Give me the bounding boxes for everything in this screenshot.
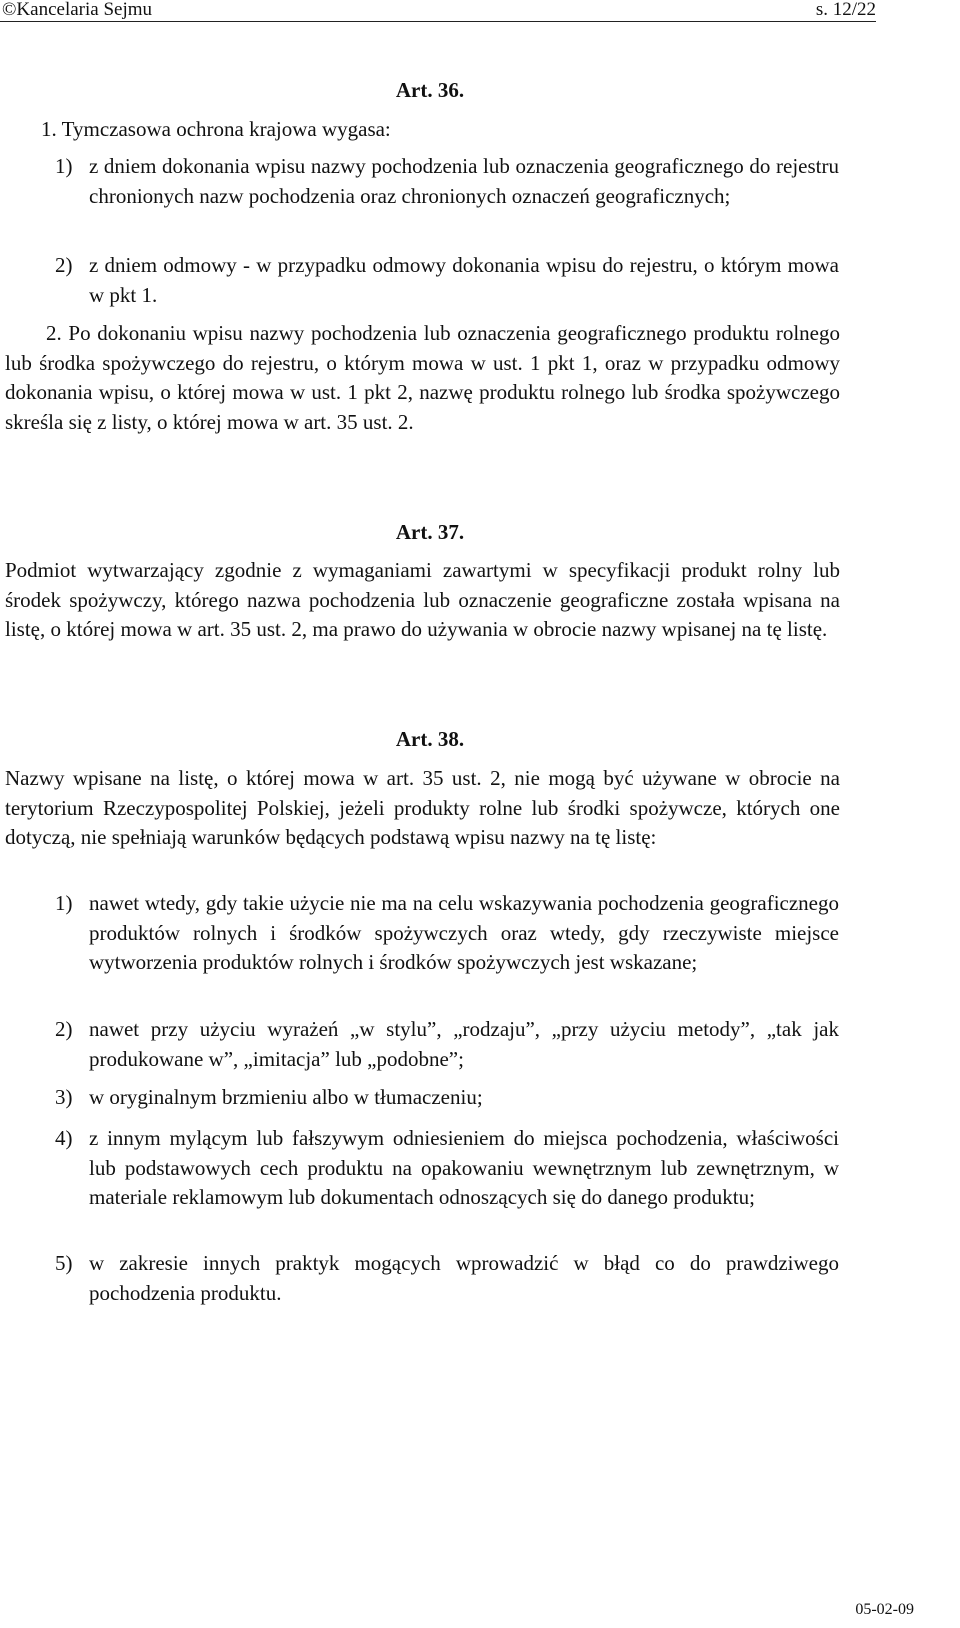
art-38-title: Art. 38. — [395, 727, 465, 751]
item-text: nawet wtedy, gdy takie użycie nie ma na celu wskazywania pochodzenia geograficznego produktów rolnych i środków spożywczych oraz wtedy, gdy rzeczywiste miejsce wytworzenia produktów rolnych i środków spożywczych jest wskazane; — [89, 891, 839, 975]
art-37-text: Podmiot wytwarzający zgodnie z wymaganiami zawartymi w specyfikacji produkt rolny lub środek spożywczy, którego nazwa pochodzenia lub oznaczenie geograficzne została wpisana na listę, o której mowa w art. 35 ust. 2, ma prawo do używania w obrocie nazwy wpisanej na tę listę. — [5, 558, 840, 642]
art-38-item-2 — [55, 1015, 839, 1074]
header-divider — [0, 21, 876, 22]
art-36-ust-2: 2. Po dokonaniu wpisu nazwy pochodzenia lub oznaczenia geograficznego produktu rolnego lub środka spożywczego do rejestru, o którym mowa w ust. 1 pkt 1, oraz w przypadku odmowy dokonania wpisu, o której mowa w ust. 1 pkt 2, nazwę produktu rolnego lub środka spożywczego skreśla się z listy, o której mowa w art. 35 ust. 2. — [5, 321, 840, 434]
header-copyright: ©Kancelaria Sejmu — [2, 0, 153, 20]
art-36-item-1 — [55, 152, 839, 211]
art-38-intro: Nazwy wpisane na listę, o której mowa w art. 35 ust. 2, nie mogą być używane w obrocie na terytorium Rzeczypospolitej Polskiej, jeżeli produkty rolne lub środki spożywcze, których one dotyczą, nie spełniają warunków będących podstawą wpisu nazwy na tę listę: — [5, 766, 840, 850]
art-36-title: Art. 36. — [395, 78, 465, 102]
item-text: z dniem dokonania wpisu nazwy pochodzenia lub oznaczenia geograficznego do rejestru chronionych nazw pochodzenia oraz chronionych oznaczeń geograficznych; — [89, 154, 839, 208]
item-number: 4) — [55, 1126, 73, 1150]
item-text: nawet przy użyciu wyrażeń „w stylu”, „rodzaju”, „przy użyciu metody”, „tak jak produkowane w”, „imitacja” lub „podobne”; — [89, 1017, 839, 1071]
item-number: 3) — [55, 1085, 73, 1109]
item-number: 1) — [55, 154, 73, 178]
item-number: 1) — [55, 891, 73, 915]
item-number: 2) — [55, 253, 73, 277]
art-38-item-3 — [55, 1083, 839, 1113]
art-36-ust-1-intro — [0, 115, 860, 145]
item-text: w zakresie innych praktyk mogących wprowadzić w błąd co do prawdziwego pochodzenia produktu. — [89, 1251, 839, 1305]
item-text: w oryginalnym brzmieniu albo w tłumaczeniu; — [89, 1085, 483, 1109]
footer-date: 05-02-09 — [855, 1601, 914, 1618]
header-page-number: s. 12/22 — [815, 0, 876, 20]
art-38-item-4 — [55, 1124, 839, 1213]
art-38-item-5 — [55, 1249, 839, 1308]
item-number: 2) — [55, 1017, 73, 1041]
art-36-item-2 — [55, 251, 839, 310]
item-text: z dniem odmowy - w przypadku odmowy dokonania wpisu do rejestru, o którym mowa w pkt 1. — [89, 253, 839, 307]
item-text: z innym mylącym lub fałszywym odniesieniem do miejsca pochodzenia, właściwości lub podstawowych cech produktu na opakowaniu wewnętrznym lub zewnętrznym, w materiale reklamowym lub dokumentach odnoszących się do danego produktu; — [89, 1126, 839, 1210]
art-37-title: Art. 37. — [395, 520, 465, 544]
art-36-ust-1-text: 1. Tymczasowa ochrona krajowa wygasa: — [41, 117, 391, 141]
item-number: 5) — [55, 1251, 73, 1275]
page-header — [0, 0, 876, 22]
art-38-item-1 — [55, 889, 839, 978]
